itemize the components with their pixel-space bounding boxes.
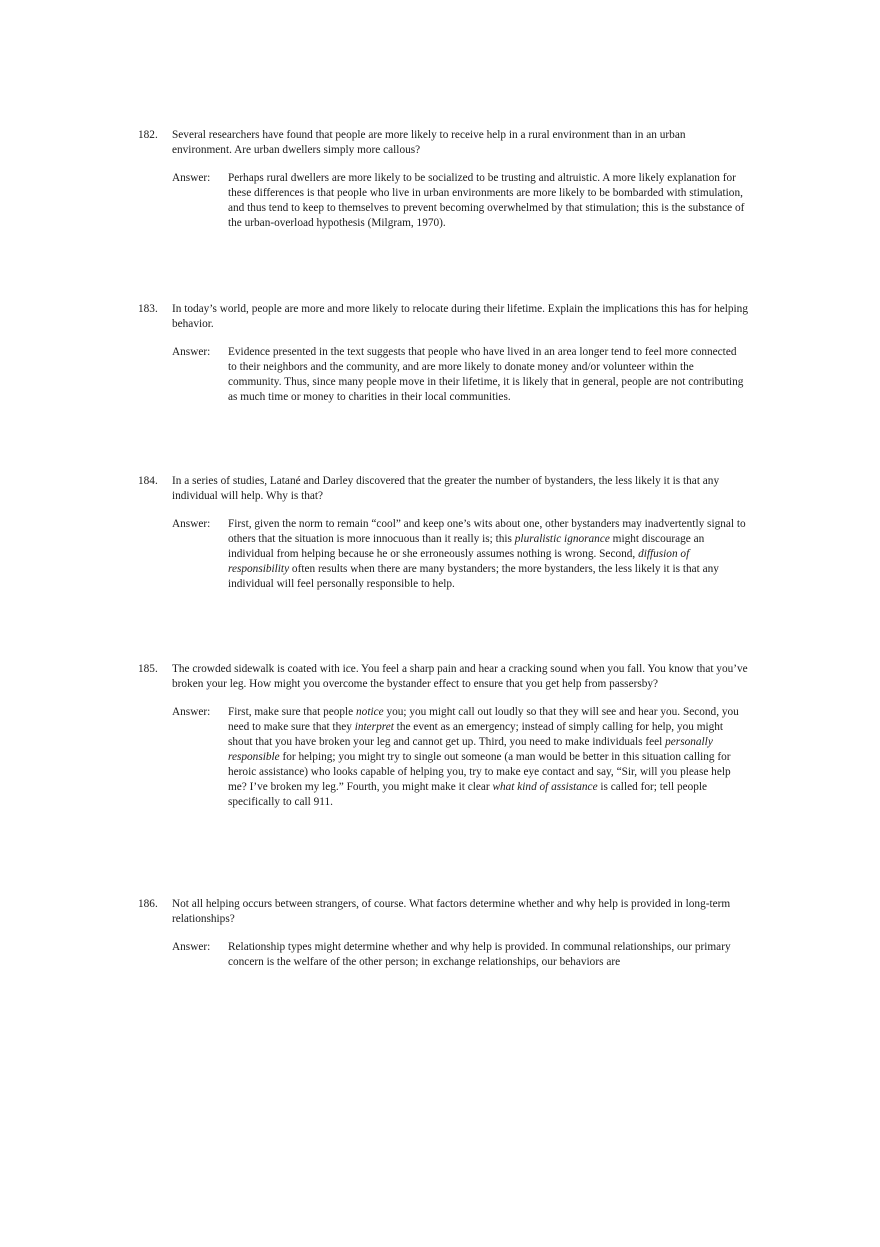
question-text: Not all helping occurs between strangers, of course. What factors determine whether and why help is provided in long-term relationships? bbox=[172, 898, 731, 925]
question-line bbox=[138, 662, 748, 692]
answer-term-what-kind-of-assistance: what kind of assistance bbox=[492, 781, 598, 793]
question-184 bbox=[138, 474, 748, 592]
answer-text bbox=[228, 705, 748, 810]
question-text: Several researchers have found that people are more likely to receive help in a rural environment than in an urban environment. Are urban dwellers simply more callous? bbox=[172, 129, 686, 156]
question-number: 184. bbox=[138, 475, 158, 487]
answer-term-pluralistic-ignorance: pluralistic ignorance bbox=[514, 533, 610, 545]
answer-segment: you; you might call out loudly so that they will see and hear you. Second, you need to make sure that they bbox=[228, 706, 739, 733]
answer-text bbox=[228, 940, 748, 970]
question-text: In today’s world, people are more and more likely to relocate during their lifetime. Explain the implications this has for helping behavior. bbox=[172, 303, 748, 330]
answer-text bbox=[228, 171, 748, 231]
question-183 bbox=[138, 302, 748, 405]
answer-block bbox=[138, 345, 748, 405]
answer-label: Answer: bbox=[172, 346, 211, 358]
question-182 bbox=[138, 128, 748, 231]
answer-term-notice: notice bbox=[356, 706, 384, 718]
answer-block bbox=[138, 517, 748, 592]
answer-segment: Perhaps rural dwellers are more likely to be socialized to be trusting and altruistic. A more likely explanation for these differences is that people who live in urban environments are more likely to be bombarded with stimulation, and thus tend to keep to themselves to prevent becoming overwhelmed by that stimulation; this is the substance of the urban-overload hypothesis (Milgram, 1970). bbox=[228, 172, 745, 229]
answer-block bbox=[138, 705, 748, 810]
question-number: 185. bbox=[138, 663, 158, 675]
question-185 bbox=[138, 662, 748, 810]
answer-segment: the event as an emergency; instead of simply calling for help, you might shout that you have broken your leg and cannot get up. Third, you need to make individuals feel bbox=[228, 721, 724, 748]
answer-segment: often results when there are many bystanders; the more bystanders, the less likely it is that any individual will feel personally responsible to help. bbox=[228, 563, 719, 590]
answer-segment: Relationship types might determine whether and why help is provided. In communal relationships, our primary concern is the welfare of the other person; in exchange relationships, our behaviors are bbox=[228, 941, 731, 968]
answer-term-interpret: interpret bbox=[354, 721, 394, 733]
answer-label: Answer: bbox=[172, 706, 211, 718]
question-line bbox=[138, 897, 748, 927]
answer-block bbox=[138, 940, 748, 970]
question-line bbox=[138, 474, 748, 504]
answer-term-diffusion-of-responsibility: diffusion of responsibility bbox=[228, 548, 690, 575]
answer-label: Answer: bbox=[172, 941, 211, 953]
answer-segment: is called for; tell people specifically to call 911. bbox=[228, 781, 708, 808]
answer-text bbox=[228, 517, 748, 592]
answer-term-personally-responsible: personally responsible bbox=[228, 736, 713, 763]
answer-segment: First, given the norm to remain “cool” and keep one’s wits about one, other bystanders may inadvertently signal to others that the situation is more innocuous than it really is; this bbox=[228, 518, 746, 545]
answer-segment: First, make sure that people bbox=[228, 706, 357, 718]
answer-segment: for helping; you might try to single out someone (a man would be better in this situation calling for heroic assistance) who looks capable of helping you, try to make eye contact and say, “Sir, will you please help me? I’ve broken my leg.” Fourth, you might make it clear bbox=[228, 751, 731, 793]
answer-text bbox=[228, 345, 748, 405]
question-text: The crowded sidewalk is coated with ice. You feel a sharp pain and hear a cracking sound when you fall. You know that you’ve broken your leg. How might you overcome the bystander effect to ensure that you get help from passersby? bbox=[172, 663, 748, 690]
question-186 bbox=[138, 897, 748, 970]
question-line bbox=[138, 302, 748, 332]
question-line bbox=[138, 128, 748, 158]
question-number: 182. bbox=[138, 129, 158, 141]
question-text: In a series of studies, Latané and Darley discovered that the greater the number of bystanders, the less likely it is that any individual will help. Why is that? bbox=[172, 475, 720, 502]
answer-label: Answer: bbox=[172, 172, 211, 184]
question-number: 186. bbox=[138, 898, 158, 910]
answer-block bbox=[138, 171, 748, 231]
question-number: 183. bbox=[138, 303, 158, 315]
answer-segment: might discourage an individual from helping because he or she erroneously assumes nothing is wrong. Second, bbox=[228, 533, 705, 560]
answer-label: Answer: bbox=[172, 518, 211, 530]
answer-segment: Evidence presented in the text suggests that people who have lived in an area longer tend to feel more connected to their neighbors and the community, and are more likely to donate money and/or volunteer within the community. Thus, since many people move in their lifetime, it is likely that in general, people are not contributing as much time or money to charities in their local communities. bbox=[228, 346, 744, 403]
